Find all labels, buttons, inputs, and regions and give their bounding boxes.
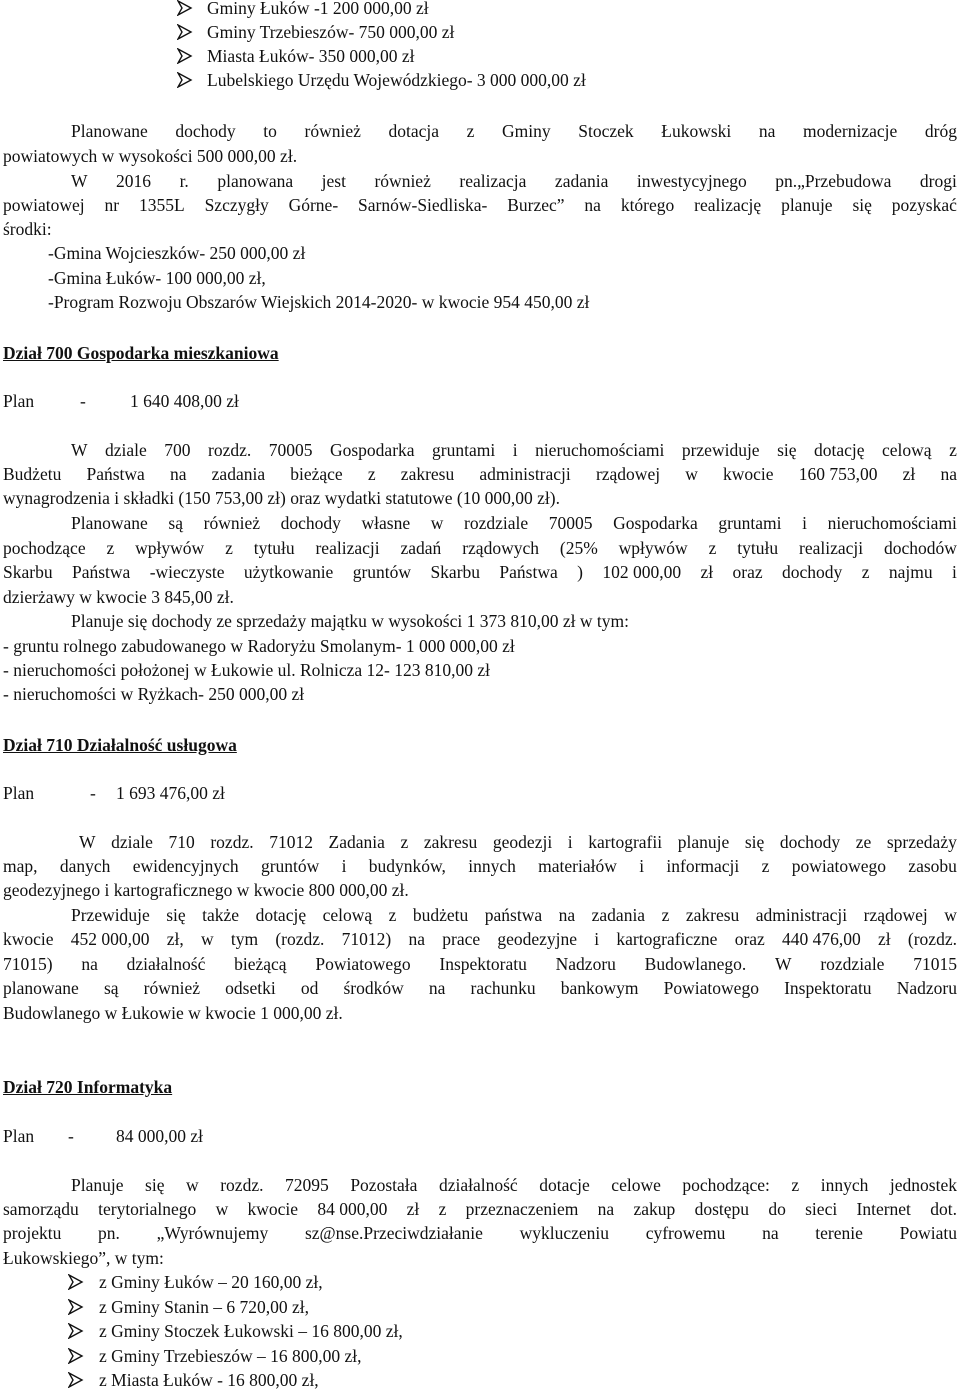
word: nr — [104, 195, 120, 215]
word: na — [758, 121, 776, 141]
section-heading-710: Dział 710 Działalność usługowa — [3, 735, 237, 755]
word: wpływów — [618, 538, 688, 558]
word: Powiatowego — [663, 978, 759, 998]
d710-line — [71, 905, 957, 925]
word: drogi — [919, 171, 957, 191]
word: bankowym — [560, 978, 639, 998]
word: „Wyrównujemy — [156, 1223, 269, 1243]
word: tytułu — [253, 538, 295, 558]
word: administracji — [755, 905, 848, 925]
word: -wieczyste — [149, 562, 225, 582]
word: się — [852, 195, 872, 215]
word: w — [215, 1199, 229, 1219]
word: zakup — [633, 1199, 676, 1219]
section-heading-720: Dział 720 Informatyka — [3, 1077, 173, 1097]
word: w — [430, 513, 444, 533]
word: budżetu — [412, 905, 469, 925]
word: 70005 — [548, 513, 593, 533]
arrowhead-bullet-icon — [68, 1274, 90, 1294]
word: i — [567, 832, 573, 852]
word: w — [186, 1175, 199, 1195]
word: rządowej — [863, 905, 928, 925]
word: z — [708, 538, 717, 558]
word: Zadania — [328, 832, 385, 852]
word: 102 000,00 — [602, 562, 682, 582]
word: Skarbu — [430, 562, 481, 582]
word: działalność — [438, 1175, 518, 1195]
word: 440 476,00 — [782, 929, 861, 949]
word: na — [762, 1223, 779, 1243]
word: z — [949, 440, 957, 460]
word: Gospodarka — [613, 513, 698, 533]
p1-line: powiatowych w wysokości 500 000,00 zł. — [3, 146, 298, 166]
word: także — [202, 905, 240, 925]
word: terenie — [815, 1223, 863, 1243]
word: odsetki — [225, 978, 276, 998]
word: Nadzoru — [896, 978, 957, 998]
word: sprzedaży — [886, 832, 957, 852]
word: zakresu — [400, 464, 455, 484]
word: informacji — [666, 856, 740, 876]
word: zadania — [554, 171, 609, 191]
word: w — [201, 929, 214, 949]
word: ) — [577, 562, 583, 582]
word: i — [639, 856, 645, 876]
word: dostępu — [694, 1199, 750, 1219]
word: z — [791, 1175, 800, 1195]
word: bieżące — [290, 464, 343, 484]
word: również — [203, 513, 260, 533]
d700-line — [3, 562, 957, 582]
word: się — [145, 1175, 165, 1195]
arrowhead-bullet-icon — [177, 24, 199, 44]
word: Planowane — [71, 121, 148, 141]
word: 2016 — [116, 171, 152, 191]
word: dochody — [779, 832, 841, 852]
word: nieruchomościami — [827, 513, 957, 533]
plan-label: Plan — [3, 783, 35, 803]
word: dziale — [105, 440, 147, 460]
word: do — [768, 1199, 786, 1219]
word: na — [597, 1199, 615, 1219]
d720-line — [71, 1175, 957, 1195]
word: realizacji — [799, 538, 864, 558]
word: W — [775, 954, 792, 974]
word: cyfrowemu — [645, 1223, 726, 1243]
p1-line — [3, 195, 957, 215]
word: pochodzące — [3, 538, 86, 558]
d720-line — [3, 1223, 957, 1243]
d710-line — [3, 978, 957, 998]
word: z — [225, 538, 233, 558]
word: kartograficzne — [616, 929, 718, 949]
word: również — [374, 171, 431, 191]
d720-line: Łukowskiego”, w tym: — [3, 1248, 164, 1268]
word: w — [944, 905, 957, 925]
word: Skarbu — [3, 562, 53, 582]
word: 71015) — [3, 954, 53, 974]
word: (rozdz. — [275, 929, 325, 949]
word: z — [661, 905, 670, 925]
word: innych — [468, 856, 516, 876]
word: z — [438, 1199, 447, 1219]
word: Gminy — [502, 121, 551, 141]
word: Planuje — [71, 1175, 124, 1195]
plan-dash: - — [90, 783, 96, 803]
word: Burzec” — [507, 195, 565, 215]
word: 71012 — [269, 832, 313, 852]
word: Budowlanego. — [644, 954, 747, 974]
word: z — [106, 538, 115, 558]
word: oraz — [734, 929, 765, 949]
d710-line — [3, 856, 957, 876]
p1-line: -Gmina Łuków- 100 000,00 zł, — [48, 268, 266, 288]
word: rachunku — [470, 978, 536, 998]
word: rozdz. — [210, 832, 254, 852]
d700-line: dzierżawy w kwocie 3 845,00 zł. — [3, 587, 234, 607]
word: powiatowej — [3, 195, 85, 215]
word: również — [304, 121, 361, 141]
word: i — [341, 856, 347, 876]
word: 160 753,00 — [798, 464, 878, 484]
word: dotację — [255, 905, 307, 925]
d720-list-item-text: z Gminy Stanin – 6 720,00 zł, — [99, 1296, 309, 1317]
word: gruntami — [718, 513, 782, 533]
word: kwocie — [3, 929, 54, 949]
word: projektu — [3, 1223, 62, 1243]
word: Nadzoru — [555, 954, 616, 974]
word: przeznaczeniem — [465, 1199, 579, 1219]
word: dotacja — [388, 121, 440, 141]
word: Inspektoratu — [439, 954, 527, 974]
word: są — [168, 513, 183, 533]
plan-value: 1 693 476,00 zł — [116, 783, 225, 803]
word: również — [143, 978, 201, 998]
word: administracji — [479, 464, 571, 484]
word: i — [512, 440, 518, 460]
word: planuje — [677, 832, 730, 852]
word: realizację — [694, 195, 762, 215]
word: na — [169, 464, 187, 484]
word: samorządu — [3, 1199, 79, 1219]
word: r. — [179, 171, 189, 191]
word: nieruchomościami — [535, 440, 665, 460]
p1-line: -Program Rozwoju Obszarów Wiejskich 2014-2020- w kwocie 954 450,00 zł — [48, 292, 590, 312]
word: Szczygły — [204, 195, 269, 215]
word: z — [388, 905, 397, 925]
word: Państwa — [86, 464, 145, 484]
d710-line: Budowlanego w Łukowie w kwocie 1 000,00 zł. — [3, 1003, 343, 1023]
word: zł — [902, 464, 916, 484]
d720-list-item-text: z Miasta Łuków - 16 800,00 zł, — [99, 1370, 319, 1390]
word: sieci — [805, 1199, 838, 1219]
word: kwocie — [723, 464, 774, 484]
word: użytkowanie — [243, 562, 334, 582]
arrowhead-bullet-icon — [177, 48, 199, 68]
word: zł — [878, 929, 891, 949]
top-list-item-text: Gminy Trzebieszów- 750 000,00 zł — [207, 22, 455, 42]
word: są — [103, 978, 119, 998]
top-list-item-text: Miasta Łuków- 350 000,00 zł — [207, 46, 415, 66]
word: tym — [230, 929, 259, 949]
word: zł — [406, 1199, 420, 1219]
word: się — [744, 832, 765, 852]
word: Powiatowego — [315, 954, 411, 974]
word: zadania — [211, 464, 266, 484]
word: dochody — [782, 562, 843, 582]
word: dróg — [924, 121, 957, 141]
arrowhead-bullet-icon — [68, 1372, 90, 1392]
word: własne — [361, 513, 411, 533]
p1-line — [71, 121, 957, 141]
d700-line: - nieruchomości w Ryżkach- 250 000,00 zł — [3, 684, 305, 704]
word: Gospodarka — [329, 440, 415, 460]
word: pozyskać — [891, 195, 957, 215]
word: środków — [343, 978, 404, 998]
arrowhead-bullet-icon — [68, 1348, 90, 1368]
word: materiałów — [538, 856, 617, 876]
top-list-item-text: Lubelskiego Urzędu Wojewódzkiego- 3 000 000,00 zł — [207, 70, 586, 90]
d710-line: geodezyjnego i kartograficznego w kwocie 800 000,00 zł. — [3, 880, 409, 900]
word: dot. — [930, 1199, 957, 1219]
word: Internet — [856, 1199, 911, 1219]
d710-line — [79, 832, 957, 852]
word: Powiatu — [899, 1223, 957, 1243]
d720-list-item-text: z Gminy Łuków – 20 160,00 zł, — [99, 1272, 323, 1292]
word: działalność — [126, 954, 206, 974]
word: jednostek — [889, 1175, 957, 1195]
word: ze — [855, 832, 872, 852]
word: z — [466, 121, 475, 141]
word: Inspektoratu — [784, 978, 872, 998]
arrowhead-bullet-icon — [68, 1323, 90, 1343]
word: dochody — [280, 513, 341, 533]
word: innych — [820, 1175, 869, 1195]
word: wpływów — [135, 538, 205, 558]
word: W — [71, 171, 88, 191]
word: Budżetu — [3, 464, 62, 484]
word: celową — [882, 440, 932, 460]
word: 72095 — [285, 1175, 329, 1195]
word: Górne- — [288, 195, 339, 215]
word: planowana — [217, 171, 294, 191]
d710-line — [3, 954, 957, 974]
d700-line: Planuje się dochody ze sprzedaży majątku w wysokości 1 373 810,00 zł w tym: — [71, 611, 629, 631]
word: najmu — [888, 562, 933, 582]
word: kartografii — [588, 832, 663, 852]
word: dotację — [814, 440, 865, 460]
word: i — [594, 929, 600, 949]
arrowhead-bullet-icon — [177, 72, 199, 92]
word: państwa — [484, 905, 543, 925]
word: 452 000,00 — [70, 929, 150, 949]
word: się — [777, 440, 797, 460]
p1-line — [71, 171, 957, 191]
word: z — [761, 856, 770, 876]
word: Sarnów-Siedliska- — [358, 195, 488, 215]
word: realizacji — [315, 538, 380, 558]
word: rozdziale — [820, 954, 885, 974]
word: to — [263, 121, 277, 141]
word: na — [558, 905, 576, 925]
d720-line — [3, 1199, 957, 1219]
word: zakresu — [423, 832, 478, 852]
word: modernizacje — [803, 121, 898, 141]
word: geodezyjne — [497, 929, 578, 949]
word: dotacje — [539, 1175, 590, 1195]
word: rozdz. — [220, 1175, 264, 1195]
word: rozdziale — [464, 513, 529, 533]
word: i — [952, 562, 957, 582]
word: zasobu — [908, 856, 957, 876]
word: sz@nse.Przeciwdziałanie — [304, 1223, 483, 1243]
word: celową — [322, 905, 373, 925]
word: zadań — [400, 538, 442, 558]
word: W — [79, 832, 96, 852]
word: rządowych — [462, 538, 539, 558]
word: zadania — [591, 905, 646, 925]
word: rozdz. — [208, 440, 252, 460]
word: ewidencyjnych — [132, 856, 239, 876]
plan-label: Plan — [3, 391, 35, 411]
plan-dash: - — [68, 1126, 74, 1146]
word: dochody — [175, 121, 236, 141]
word: gruntów — [352, 562, 412, 582]
d700-line: - nieruchomości położonej w Łukowie ul. Rolnicza 12- 123 810,00 zł — [3, 660, 490, 680]
word: 710 — [168, 832, 195, 852]
word: wykluczeniu — [519, 1223, 609, 1243]
plan-label: Plan — [3, 1126, 35, 1146]
word: w — [685, 464, 698, 484]
d700-line — [71, 513, 957, 533]
p1-line: -Gmina Wojcieszków- 250 000,00 zł — [48, 243, 306, 263]
word: realizacja — [459, 171, 527, 191]
word: powiatowego — [791, 856, 886, 876]
word: celowe — [611, 1175, 661, 1195]
word: planuje — [781, 195, 833, 215]
word: 84 000,00 — [317, 1199, 388, 1219]
word: 700 — [164, 440, 191, 460]
p1-line: środki: — [3, 219, 52, 239]
d700-line — [71, 440, 957, 460]
word: 71015 — [913, 954, 957, 974]
d720-list-item-text: z Gminy Stoczek Łukowski – 16 800,00 zł, — [99, 1321, 403, 1341]
word: oraz — [732, 562, 763, 582]
word: bieżącą — [234, 954, 287, 974]
word: Państwa — [71, 562, 131, 582]
d700-line: wynagrodzenia i składki (150 753,00 zł) oraz wydatki statutowe (10 000,00 zł). — [3, 488, 560, 508]
word: na — [940, 464, 957, 484]
word: z — [861, 562, 870, 582]
word: budynków, — [368, 856, 446, 876]
word: na — [81, 954, 98, 974]
word: Państwa — [499, 562, 558, 582]
word: pn. — [98, 1223, 120, 1243]
word: zakresu — [685, 905, 740, 925]
word: Stoczek — [578, 121, 634, 141]
word: Przewiduje — [71, 905, 150, 925]
word: zł — [700, 562, 714, 582]
word: 71012) — [341, 929, 392, 949]
d700-line: - gruntu rolnego zabudowanego w Radoryżu Smolanym- 1 000 000,00 zł — [3, 636, 515, 656]
word: 70005 — [268, 440, 313, 460]
plan-dash: - — [80, 391, 86, 411]
arrowhead-bullet-icon — [177, 0, 199, 20]
word: dochodów — [884, 538, 957, 558]
word: pn.„Przebudowa — [775, 171, 892, 191]
section-heading-700: Dział 700 Gospodarka mieszkaniowa — [3, 343, 279, 363]
word: rządowej — [595, 464, 661, 484]
word: przewiduje — [681, 440, 760, 460]
word: się — [166, 905, 186, 925]
d710-line — [3, 929, 957, 949]
word: tytułu — [737, 538, 779, 558]
word: geodezji — [492, 832, 553, 852]
word: gruntów — [260, 856, 320, 876]
top-list-item-text: Gminy Łuków -1 200 000,00 zł — [207, 0, 429, 18]
plan-value: 84 000,00 zł — [116, 1126, 204, 1146]
word: pochodzące: — [682, 1175, 770, 1195]
word: map, — [3, 856, 38, 876]
word: kwocie — [247, 1199, 299, 1219]
word: od — [300, 978, 319, 998]
word: planowane — [3, 978, 79, 998]
word: na — [584, 195, 601, 215]
word: (rozdz. — [907, 929, 957, 949]
word: Planowane — [71, 513, 148, 533]
plan-value: 1 640 408,00 zł — [130, 391, 239, 411]
word: i — [802, 513, 808, 533]
word: na — [408, 929, 426, 949]
d700-line — [3, 464, 957, 484]
word: jest — [321, 171, 346, 191]
word: Pozostała — [350, 1175, 418, 1195]
word: 1355L — [138, 195, 185, 215]
d700-line — [3, 538, 957, 558]
word: (25% — [559, 538, 598, 558]
word: Łukowski — [661, 121, 732, 141]
word: gruntami — [432, 440, 496, 460]
word: z — [367, 464, 376, 484]
word: z — [400, 832, 409, 852]
d720-list-item-text: z Gminy Trzebieszów – 16 800,00 zł, — [99, 1345, 362, 1366]
word: którego — [620, 195, 675, 215]
word: dziale — [111, 832, 153, 852]
word: terytorialnego — [98, 1199, 197, 1219]
arrowhead-bullet-icon — [68, 1299, 90, 1319]
word: inwestycyjnego — [636, 171, 747, 191]
word: danych — [59, 856, 111, 876]
word: na — [428, 978, 446, 998]
word: prace — [442, 929, 481, 949]
word: W — [71, 440, 88, 460]
word: zł, — [166, 929, 184, 949]
